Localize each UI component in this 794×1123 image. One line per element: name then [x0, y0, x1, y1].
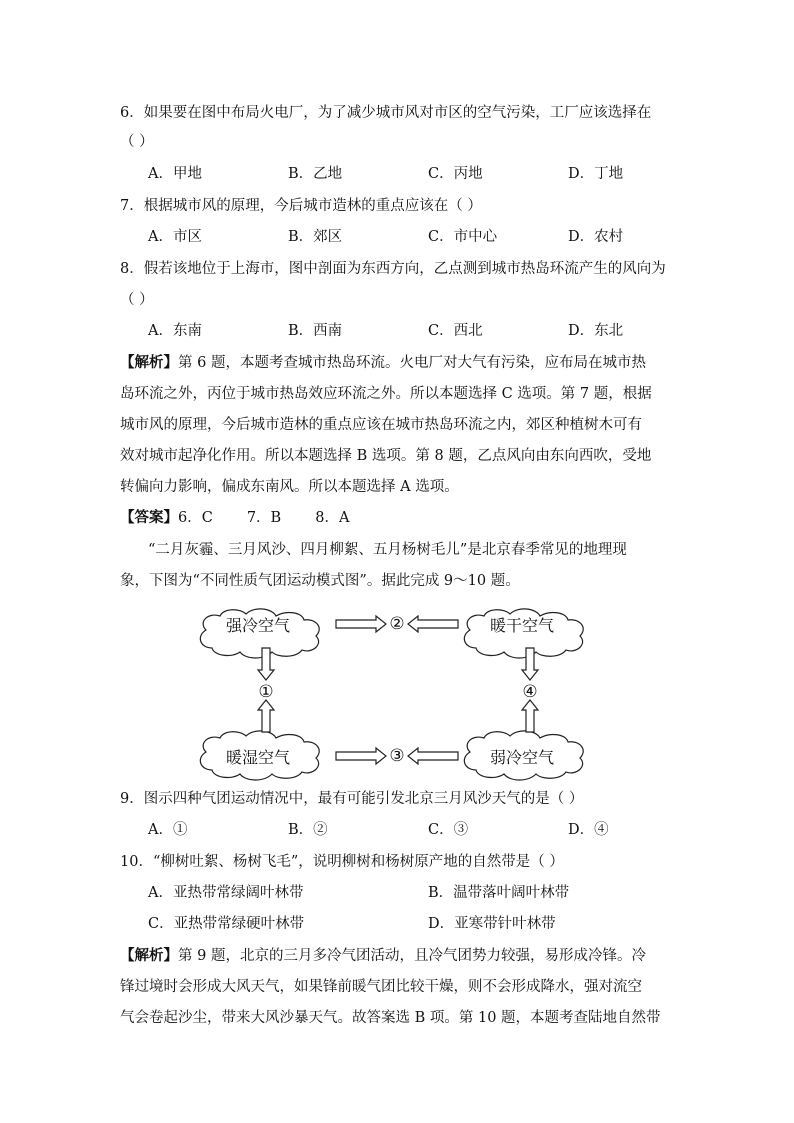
q6-stem-line1: 6．如果要在图中布局火电厂，为了减少城市风对市区的空气污染，工厂应该选择在: [120, 105, 652, 121]
arrow-top-left: [408, 616, 458, 632]
q6-option-b: B．乙地: [288, 166, 343, 182]
q7-stem: 7．根据城市风的原理，今后城市造林的重点应该在（ ）: [120, 198, 482, 214]
marker-4: ④: [522, 682, 538, 702]
analysis2-line3: 气会卷起沙尘，带来大风沙暴天气。故答案选 B 项。第 10 题，本题考查陆地自然带: [120, 1010, 661, 1026]
q7-option-c: C．市中心: [428, 229, 498, 245]
q6-option-a: A．甲地: [148, 166, 202, 182]
answer1-line: [120, 508, 349, 528]
analysis1-text-1: 第 6 题，本题考查城市热岛环流。火电厂对大气有污染，应布局在城市热: [178, 355, 646, 371]
analysis1-line3: 城市风的原理，今后城市造林的重点应该在城市热岛环流之内，郊区种植树木可有: [120, 417, 642, 433]
q8-stem-line2: （ ）: [120, 292, 154, 308]
air-mass-diagram: [190, 606, 600, 786]
marker-3: ③: [389, 746, 405, 766]
q7-option-b: B．郊区: [288, 229, 343, 245]
q9-stem: 9．图示四种气团运动情况中，最有可能引发北京三月风沙天气的是（ ）: [120, 791, 584, 807]
marker-2: ②: [389, 614, 405, 634]
q8-stem-line1: 8．假若该地位于上海市，图中剖面为东西方向，乙点测到城市热岛环流产生的风向为: [120, 261, 666, 277]
q8-option-b: B．西南: [288, 323, 343, 339]
arrow-left-up: [258, 700, 274, 732]
q10-option-a: A．亚热带常绿阔叶林带: [148, 885, 304, 901]
cloud-label-weak-cold: 弱冷空气: [489, 748, 554, 767]
answer1-label: 【答案】: [120, 509, 178, 526]
q9-option-a: A．①: [148, 822, 188, 838]
marker-1: ①: [258, 682, 274, 702]
intro-line2: 象，下图为“不同性质气团运动模式图”。据此完成 9～10 题。: [120, 573, 520, 589]
analysis2-text-1: 第 9 题，北京的三月多冷气团活动，且冷气团势力较强，易形成冷锋。冷: [178, 948, 646, 964]
arrow-right-up: [522, 700, 538, 732]
cloud-label-warm-dry: 暖干空气: [489, 616, 554, 635]
q7-option-d: D．农村: [568, 229, 624, 245]
analysis1-line2: 岛环流之外，丙位于城市热岛效应环流之外。所以本题选择 C 选项。第 7 题，根据: [120, 386, 652, 402]
q9-option-d: D．④: [568, 822, 609, 838]
answer1-item-8: 8．A: [315, 510, 350, 526]
q8-option-d: D．东北: [568, 323, 624, 339]
q10-option-c: C．亚热带常绿硬叶林带: [148, 916, 305, 932]
arrow-bottom-right: [336, 748, 386, 764]
analysis2-line2: 锋过境时会形成大风天气，如果锋前暖气团比较干燥，则不会形成降水，强对流空: [120, 979, 642, 995]
q8-option-a: A．东南: [148, 323, 202, 339]
q6-option-c: C．丙地: [428, 166, 483, 182]
q10-stem: 10．“柳树吐絮、杨树飞毛”，说明柳树和杨树原产地的自然带是（ ）: [120, 854, 564, 870]
q9-option-b: B．②: [288, 822, 328, 838]
q10-option-b: B．温带落叶阔叶林带: [428, 885, 570, 901]
answer1-item-6: 6．C: [178, 510, 213, 526]
analysis1-line1: [120, 353, 646, 373]
q6-option-d: D．丁地: [568, 166, 624, 182]
analysis2-label: 【解析】: [120, 947, 178, 964]
analysis1-line5: 转偏向力影响，偏成东南风。所以本题选择 A 选项。: [120, 479, 459, 495]
answer1-item-7: 7．B: [246, 510, 282, 526]
q9-option-c: C．③: [428, 822, 469, 838]
cloud-label-strong-cold: 强冷空气: [225, 616, 290, 635]
intro-line1: “二月灰霾、三月风沙、四月柳絮、五月杨树毛儿”是北京春季常见的地理现: [148, 542, 627, 558]
q6-stem-line2: （ ）: [120, 134, 154, 150]
analysis1-line4: 效对城市起净化作用。所以本题选择 B 选项。第 8 题，乙点风向由东向西吹，受地: [120, 448, 652, 464]
analysis1-label: 【解析】: [120, 354, 178, 371]
q7-option-a: A．市区: [148, 229, 202, 245]
q10-option-d: D．亚寒带针叶林带: [428, 916, 556, 932]
q8-option-c: C．西北: [428, 323, 483, 339]
arrow-bottom-left: [408, 748, 458, 764]
analysis2-line1: [120, 946, 646, 966]
arrow-top-right: [336, 616, 386, 632]
cloud-label-warm-humid: 暖湿空气: [225, 748, 290, 767]
